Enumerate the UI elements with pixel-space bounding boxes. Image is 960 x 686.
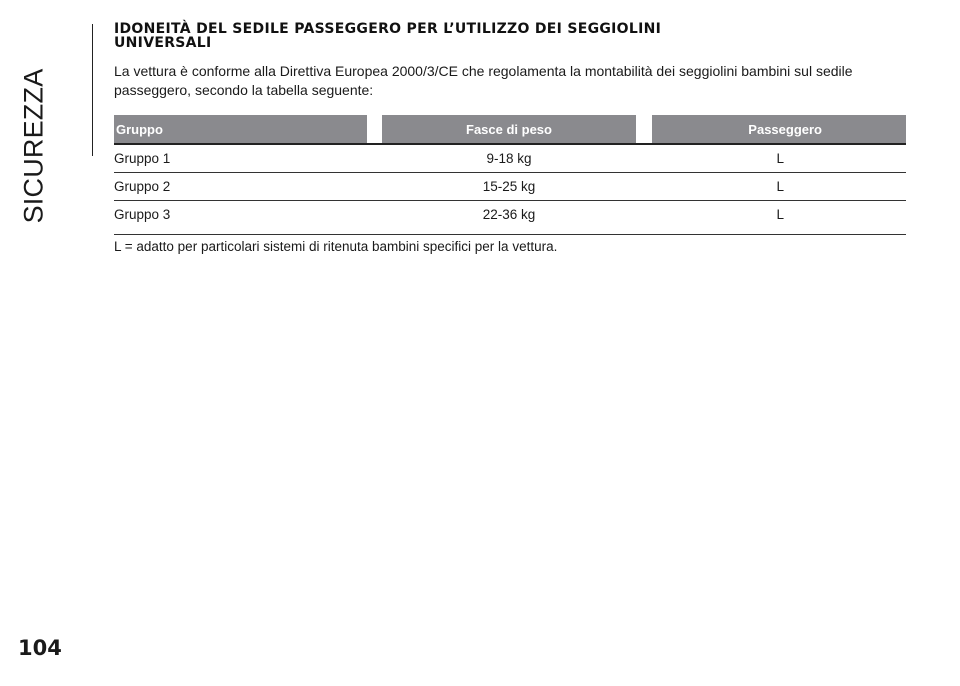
header-cell-passeggero: [652, 115, 906, 145]
cell-fasce-di-peso: 15-25 kg: [482, 179, 536, 194]
seat-suitability-table: [114, 115, 906, 233]
heading-line-1: IDONEITÀ DEL SEDILE PASSEGGERO PER L’UTILIZZO DEI SEGGIOLINI: [114, 21, 662, 37]
header-label-passeggero: Passeggero: [748, 122, 822, 137]
cell-gruppo: Gruppo 2: [114, 179, 171, 194]
page-number: 104: [18, 636, 62, 660]
cell-fasce-di-peso: 9-18 kg: [486, 151, 532, 166]
table-row: [114, 145, 906, 173]
heading-line-2: UNIVERSALI: [114, 35, 212, 51]
cell-passeggero: [652, 207, 906, 222]
cell-passeggero-value: L: [776, 207, 784, 222]
cell-passeggero: [652, 151, 906, 166]
intro-line-1: La vettura è conforme alla Direttiva Europea 2000/3/CE che regolamenta la montabilità dei seggiolini bambini sul sedile: [114, 63, 853, 79]
section-divider: [92, 24, 93, 156]
cell-fasce-di-peso: 22-36 kg: [482, 207, 536, 222]
cell-passeggero-value: L: [776, 179, 784, 194]
header-label-gruppo: Gruppo: [116, 122, 163, 137]
page-heading: [114, 22, 874, 50]
cell-gruppo: Gruppo 1: [114, 151, 171, 166]
cell-gruppo: Gruppo 3: [114, 207, 171, 222]
cell-passeggero-value: L: [776, 151, 784, 166]
table-row: [114, 173, 906, 201]
cell-passeggero: [652, 179, 906, 194]
header-cell-fasce-di-peso: [382, 115, 636, 145]
header-cell-gruppo: [114, 115, 367, 145]
table-footnote: L = adatto per particolari sistemi di ritenuta bambini specifici per la vettura.: [114, 239, 558, 254]
intro-line-2: passeggero, secondo la tabella seguente:: [114, 82, 374, 98]
header-label-fasce-di-peso: Fasce di peso: [466, 122, 552, 137]
intro-paragraph: [114, 62, 884, 100]
table-row: [114, 201, 906, 235]
section-title-vertical: SICUREZZA: [18, 68, 49, 224]
table-header: [114, 115, 906, 145]
